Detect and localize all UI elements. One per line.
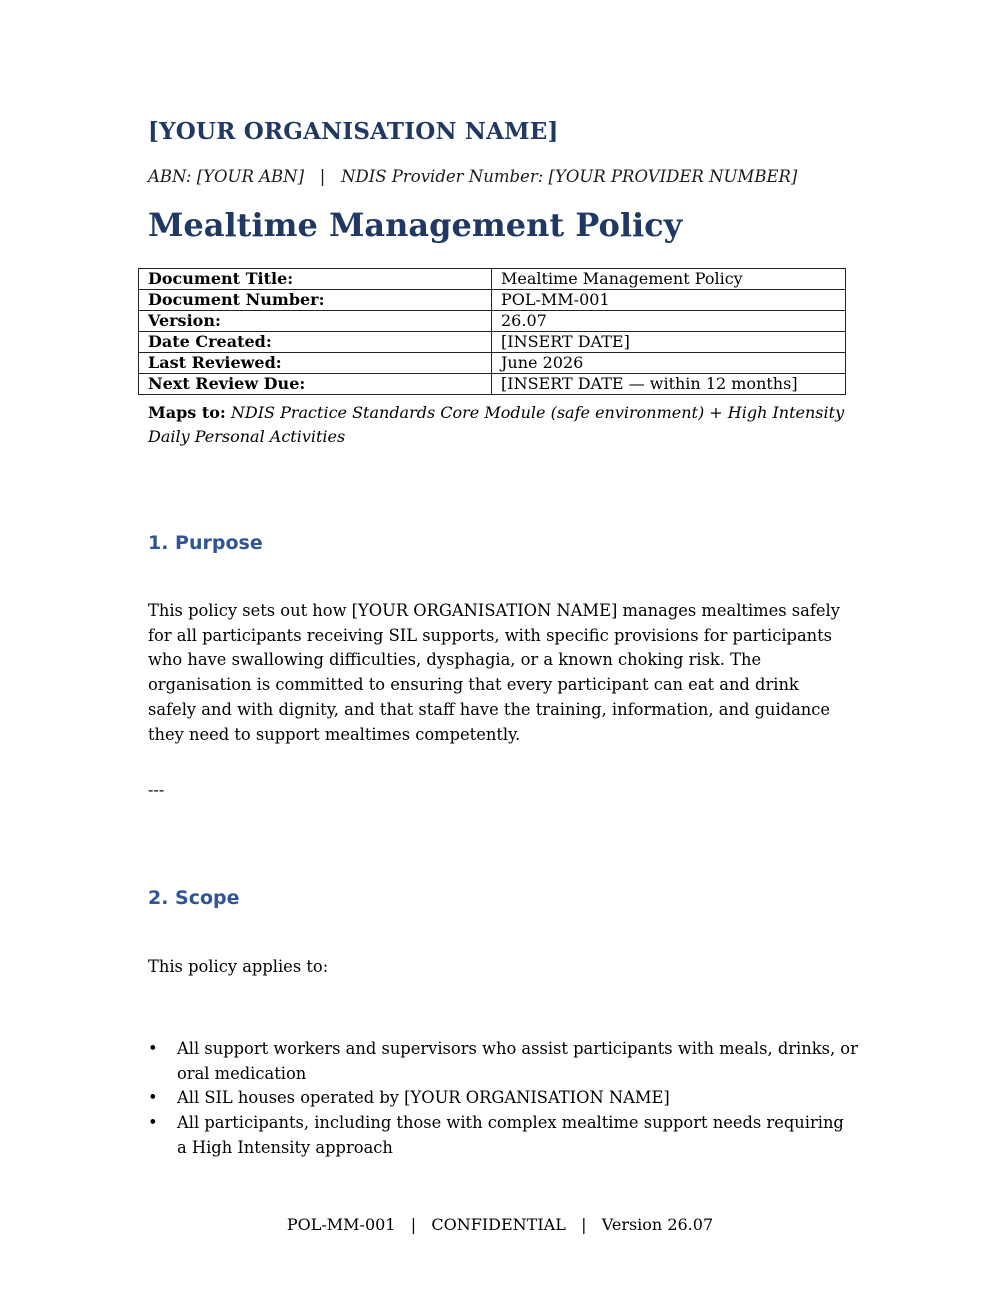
row-label: Document Title: [139, 269, 492, 290]
scope-heading: 2. Scope [148, 887, 240, 909]
list-item [148, 1037, 858, 1086]
row-value: POL-MM-001 [492, 290, 846, 311]
list-item-text: All support workers and supervisors who assist participants with meals, drinks, or oral medication [177, 1039, 858, 1083]
bullet-icon: • [148, 1113, 158, 1133]
table-row [139, 332, 846, 353]
row-label: Last Reviewed: [139, 353, 492, 374]
maps-to-line [148, 401, 848, 449]
table-row [139, 269, 846, 290]
document-info-table [138, 268, 846, 395]
table-row [139, 290, 846, 311]
row-value: June 2026 [492, 353, 846, 374]
organisation-name: [YOUR ORGANISATION NAME] [148, 118, 559, 145]
maps-to-label: Maps to: [148, 403, 226, 422]
list-item [148, 1086, 858, 1111]
bullet-icon: • [148, 1039, 158, 1058]
row-value: [INSERT DATE — within 12 months] [492, 374, 846, 395]
scope-intro: This policy applies to: [148, 957, 329, 976]
bullet-icon: • [148, 1088, 158, 1108]
row-label: Next Review Due: [139, 374, 492, 395]
row-value: [INSERT DATE] [492, 332, 846, 353]
table-row [139, 311, 846, 332]
list-item [148, 1111, 858, 1160]
abn-line: ABN: [YOUR ABN] | NDIS Provider Number: [YOUR PROVIDER NUMBER] [148, 167, 798, 186]
maps-to-value: NDIS Practice Standards Core Module (safe environment) + High Intensity Daily Personal Activities [148, 403, 845, 446]
purpose-paragraph: This policy sets out how [YOUR ORGANISATION NAME] manages mealtimes safely for all participants receiving SIL supports, with specific provisions for participants who have swallowing difficulties, dysphagia, or a known choking risk. The organisation is committed to ensuring that every participant can eat and drink safely and with dignity, and that staff have the training, information, and guidance they need to support mealtimes competently. [148, 601, 840, 744]
table-row [139, 353, 846, 374]
scope-list [148, 1037, 858, 1161]
list-item-text: All participants, including those with complex mealtime support needs requiring a High Intensity approach [177, 1113, 844, 1157]
row-value: 26.07 [492, 311, 846, 332]
row-label: Date Created: [139, 332, 492, 353]
row-label: Version: [139, 311, 492, 332]
purpose-heading: 1. Purpose [148, 532, 263, 554]
document-title: Mealtime Management Policy [148, 206, 683, 244]
row-label: Document Number: [139, 290, 492, 311]
table-row [139, 374, 846, 395]
page-footer: POL-MM-001 | CONFIDENTIAL | Version 26.07 [286, 1215, 714, 1234]
row-value: Mealtime Management Policy [492, 269, 846, 290]
section-separator: --- [148, 780, 165, 799]
list-item-text: All SIL houses operated by [YOUR ORGANISATION NAME] [177, 1088, 670, 1108]
